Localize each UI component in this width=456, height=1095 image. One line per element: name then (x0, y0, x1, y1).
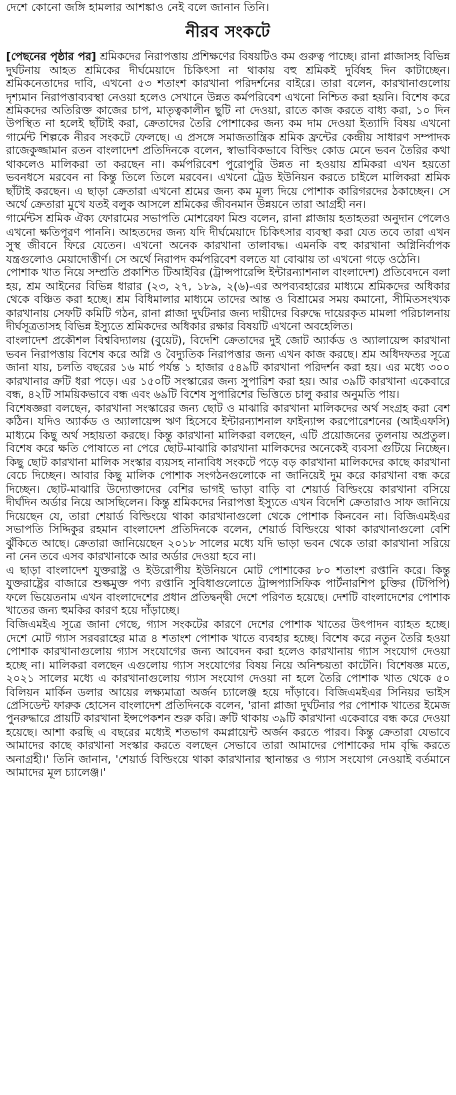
article-paragraph-7: বিজিএমইএ সূত্রে জানা গেছে, গ্যাস সংকটের কারণে দেশের পোশাক খাতের উৎপাদন ব্যাহত হচ্ছে। দেশে মোট গ্যাস সরবরাহের মাত্র ৪ শতাংশ পোশাক খাতে ব্যবহার হচ্ছে। বিশেষ করে নতুন তৈরি হওয়া পোশাক কারখানাগুলোয় গ্যাস সংযোগের জন্য আবেদন করা হলেও কারখানায় গ্যাস সংযোগ দেওয়া হচ্ছে না। মালিকরা বলছেন এগুলোয় গ্যাস সংযোগের বিষয় নিয়ে অনিশ্চয়তা কাটেনি। বিশেষজ্ঞ মতে, ২০২১ সালের মধ্যে এ কারখানাগুলোয় গ্যাস সংযোগ দেওয়া না হলে তৈরি পোশাক খাত থেকে ৫০ বিলিয়ন মার্কিন ডলার আয়ের লক্ষ্যমাত্রা অর্জন চ্যালেঞ্জ হয়ে দাঁড়াবে। বিজিএমইএর সিনিয়র ভাইস প্রেসিডেন্ট ফারুক হোসেন বাংলাদেশ প্রতিদিনকে বলেন, 'রানা প্লাজা দুর্ঘটনার পর পোশাক খাতের ইমেজ পুনরুদ্ধারে প্রায়টি কারখানা ইন্সপেকশন শুরু করি। ক্রটি থাকায় ৩৯টি কারখানা একেবারে বন্ধ করে দেওয়া হয়েছে। আশা করছি এ বছরের মধ্যেই শতভাগ কমপ্লায়েন্ট অর্জন করতে পারব। কিন্তু ক্রেতারা যেভাবে আমাদের কাছে কারখানা সংস্কার করতে বলছেন সেভাবে তারা আমাদের পোশাকের দাম বৃদ্ধি করতে অনাগ্রহী।' তিনি জানান, 'শেয়ার্ড বিল্ডিংয়ে থাকা কারখানার স্থানান্তর ও গ্যাস সংযোগ নেওয়াই বর্তমানে আমাদের মূল চ্যালেঞ্জ।' (6, 618, 450, 780)
article-paragraph-2: গার্মেন্টস শ্রমিক ঐক্য ফোরামের সভাপতি মোশরেফা মিশু বলেন, রানা প্লাজায় হতাহতরা অনুদান পেলেও এখনো ক্ষতিপূরণ পাননি। আহতদের জন্য যদি দীর্ঘমেয়াদে চিকিৎসার ব্যবস্থা করা যেত তবে তারা এখন সুস্থ জীবনে ফিরে যেতেন। এখনো অনেক কারখানা তালাবদ্ধ। এমনকি বহু কারখানা অগ্নিনির্বাপক যন্ত্রগুলোও মেয়াদোত্তীর্ণ। সে অর্থে নিরাপদ কর্মপরিবেশ বলতে যা বোঝায় তা এখনো গড়ে ওঠেনি। (6, 212, 450, 266)
article-paragraph-4: বাংলাদেশ প্রকৌশল বিশ্ববিদ্যালয় (বুয়েট), বিদেশি ক্রেতাদের দুই জোট অ্যার্কড ও অ্যালায়েন্স কারখানা ভবন নিরাপত্তায় বিশেষ করে অগ্নি ও বৈদ্যুতিক নিরাপত্তার জন্য এখন কাজ করছে। শ্রম অধিদফতর সূত্রে জানা যায়, চলতি বছরের ১৬ মার্চ পর্যন্ত ১ হাজার ৫৪৯টি কারখানা পরিদর্শন করা হয়। এর মধ্যে ৩০০ কারখানার ক্রটি ধরা পড়ে। এর ১৫০টি সংস্কারের জন্য সুপারিশ করা হয়। আর ৩৯টি কারখানা একেবারে বন্ধ, ৪২টি সাময়িকভাবে বন্ধ এবং ৬৯টি বিশেষ সুপারিশের ভিত্তিতে চালু করার অনুমতি পায়। (6, 334, 450, 402)
headline: নীরব সংকটে (185, 22, 271, 42)
article-paragraph-5: বিশেষজ্ঞরা বলছেন, কারখানা সংস্কারের জন্য ছোট ও মাঝারি কারখানা মালিকদের অর্থ সংগ্রহ করা বেশ কঠিন। যদিও অ্যার্কড ও অ্যালায়েন্স ঋণ হিসেবে ইন্টারন্যাশনাল ফাইন্যান্স করপোরেশনের (আইএফসি) মাধ্যমে কিছু অর্থ সহায়তা করছে। কিন্তু কারখানা মালিকরা বলছেন, এটি প্রয়োজনের তুলনায় অপ্রতুল। বিশেষ করে ক্ষতি পোষাতে না পেরে ছোট-মাঝারি কারখানা মালিকদের অনেকেই ব্যবসা গুটিয়ে নিচ্ছেন। কিছু ছোট কারখানা মালিক সংস্কার ব্যয়সহ নানাবিধ সংকটে পড়ে বড় কারখানা মালিকদের কাছে কারখানা বেচে দিচ্ছেন। আবার কিছু মালিক পোশাক সংগঠনগুলোকে না জানিয়েই দুম করে কারখানা বন্ধ করে দিচ্ছেন। ছোট-মাঝারি উদ্যোক্তাদের বেশির ভাগই ভাড়া বাড়ি বা শেয়ার্ড বিল্ডিংয়ে কারখানা বসিয়ে দীর্ঘদিন অর্ডার নিয়ে আসছিলেন। কিন্তু শ্রমিকদের নিরাপত্তা ইস্যুতে এখন বিদেশি ক্রেতারাও সাফ জানিয়ে দিয়েছেন যে, তারা শেয়ার্ড বিল্ডিংয়ে থাকা কারখানাগুলো থেকে পোশাক কিনবেন না। বিজিএমইএর সভাপতি সিদ্দিকুর রহমান বাংলাদেশ প্রতিদিনকে বলেন, শেয়ার্ড বিল্ডিংয়ে থাকা কারখানাগুলো বেশি ঝুঁকিতে আছে। ক্রেতারা জানিয়েছেন ২০১৮ সালের মধ্যে যদি ভাড়া ভবন থেকে তারা কারখানা সরিয়ে না নেন তবে এসব কারখানাকে আর অর্ডার দেওয়া হবে না। (6, 401, 450, 563)
paragraph-1-text: শ্রমিকদের নিরাপত্তায় প্রশিক্ষণের বিষয়টিও কম গুরুত্ব পাচ্ছে। রানা প্লাজাসহ বিভিন্ন দুর্ঘটনায় আহত শ্রমিকের দীর্ঘমেয়াদে চিকিৎসা না থাকায় বহু শ্রমিকই দুর্বিষহ দিন কাটাচ্ছেন। শ্রমিকনেতাদের দাবি, এখনো ৫৩ শতাংশ কারখানা পরিদর্শনের বাইরে। তারা বলেন, কারখানাগুলোয় দৃশ্যমান নিরাপত্তাব্যবস্থা নেওয়া হলেও সেখানে উন্নত কর্মপরিবেশ এখনো নিশ্চিত করা হয়নি। বিশেষ করে শ্রমিকদের অতিরিক্ত কাজের চাপ, মাতৃত্বকালীন ছুটি না দেওয়া, রাতে কাজ করতে বাধ্য করা, ১০ দিন উপস্থিত না হলেই ছাঁটাই করা, ক্রেতাদের তৈরি পোশাকের জন্য কম দাম দেওয়া ইত্যাদি বিষয় এখনো গার্মেন্ট শিল্পকে নীরব সংকটে ফেলছে। এ প্রসঙ্গে সমাজতান্ত্রিক শ্রমিক ফ্রন্টের কেন্দ্রীয় সাধারণ সম্পাদক রাজেকুজ্জামান রতন বাংলাদেশ প্রতিদিনকে বলেন, স্বাভাবিকভাবে বিল্ডিং কোড মেনে ভবন তৈরির কথা থাকলেও মালিকরা তা করছেন না। কর্মপরিবেশ পুরোপুরি উন্নত না হওয়ায় শ্রমিকরা এখন হয়তো ভবনধসে মরবেন না কিন্তু তিলে তিলে মরবেন। এখনো ট্রেড ইউনিয়ন করতে চাইলে মালিকরা শ্রমিক ছাঁটাই করছেন। এ ছাড়া ক্রেতারা এখনো শ্রমের জন্য কম মূল্য দিয়ে পোশাক কারিগরদের ঠকাচ্ছেন। সে অর্থে ক্রেতারা মুখে যতই বলুক আসলে শ্রমিকের জীবনমান উন্নয়নে তারা আগ্রহী নন। (6, 50, 451, 212)
continuation-kicker: [পেছনের পৃষ্ঠার পর] (6, 50, 97, 64)
article-paragraph-1 (6, 50, 450, 211)
article-paragraph-6: এ ছাড়া বাংলাদেশ যুক্তরাষ্ট্র ও ইউরোপীয় ইউনিয়নে মোট পোশাকের ৮০ শতাংশ রপ্তানি করে। কিন্তু যুক্তরাষ্ট্রের বাজারে শুল্কমুক্ত পণ্য রপ্তানি সুবিধাগুলোতে ট্রান্সপ্যাসিফিক পার্টনারশিপ চুক্তির (টিপিপি) ফলে ভিয়েতনাম এখন বাংলাদেশের প্রধান প্রতিদ্বন্দ্বী দেশে পরিণত হয়েছে। দেশটি বাংলাদেশের পোশাক খাতের জন্য হুমকির কারণ হয়ে দাঁড়াচ্ছে। (6, 563, 450, 618)
article-paragraph-3: পোশাক খাত নিয়ে সম্প্রতি প্রকাশিত টিআইবির (ট্রান্সপারেন্সি ইন্টারন্যাশনাল বাংলাদেশ) প্রতিবেদনে বলা হয়, শ্রম আইনের বিভিন্ন ধারার (২৩, ২৭, ১৮৯, ২(৬)-এর অপব্যবহারের মাধ্যমে শ্রমিকদের অধিকার থেকে বঞ্চিত করা হচ্ছে। শ্রম বিধিমালার মাধ্যমে তাদের আন্ত ও বিশ্রামের সময় কমানো, সীমিতসংখ্যক কারখানায় সেফটি কমিটি গঠন, রানা প্লাজা দুর্ঘটনার জন্য দায়ীদের বিরুদ্ধে দায়েরকৃত মামলা পরিচালনায় দীর্ঘসূত্রতাসহ বিভিন্ন ইস্যুতে শ্রমিকদের অধিকার রক্ষার বিষয়টি এখনো অবহেলিত। (6, 266, 450, 334)
previous-story-tail: দেশে কোনো জঙ্গি হামলার আশঙ্কাও নেই বলে জানান তিনি। (6, 1, 270, 14)
